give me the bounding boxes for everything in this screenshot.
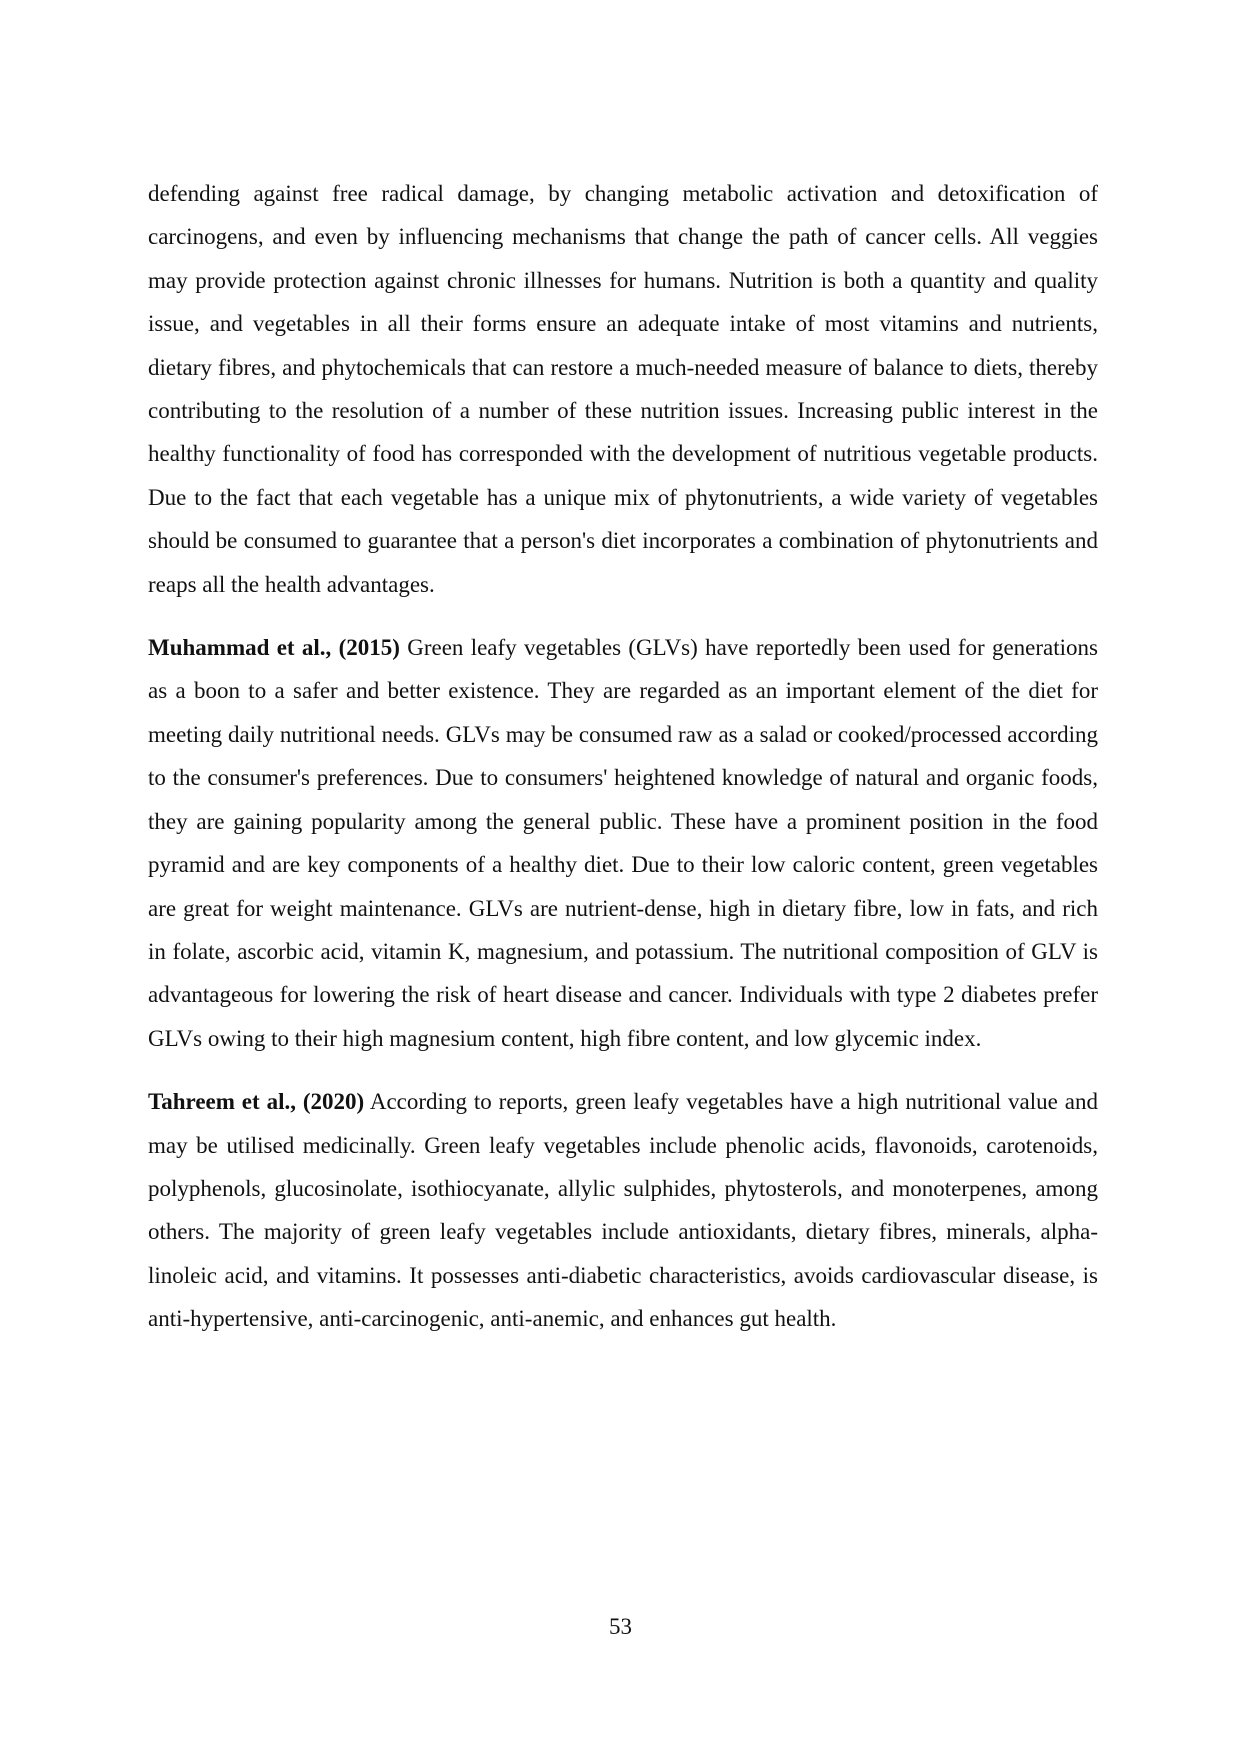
paragraph-muhammad: [148, 626, 1098, 1060]
paragraph-text: Green leafy vegetables (GLVs) have reportedly been used for generations as a boon to a safer and better existence. They are regarded as an important element of the diet for meeting daily nutritional needs. GLVs may be consumed raw as a salad or cooked/processed according to the consumer's preferences. Due to consumers' heightened knowledge of natural and organic foods, they are gaining popularity among the general public. These have a prominent position in the food pyramid and are key components of a healthy diet. Due to their low caloric content, green vegetables are great for weight maintenance. GLVs are nutrient-dense, high in dietary fibre, low in fats, and rich in folate, ascorbic acid, vitamin K, magnesium, and potassium. The nutritional composition of GLV is advantageous for lowering the risk of heart disease and cancer. Individuals with type 2 diabetes prefer GLVs owing to their high magnesium content, high fibre content, and low glycemic index.: [148, 635, 1098, 1051]
paragraph-text: defending against free radical damage, by changing metabolic activation and detoxification of carcinogens, and even by influencing mechanisms that change the path of cancer cells. All veggies may provide protection against chronic illnesses for humans. Nutrition is both a quantity and quality issue, and vegetables in all their forms ensure an adequate intake of most vitamins and nutrients, dietary fibres, and phytochemicals that can restore a much-needed measure of balance to diets, thereby contributing to the resolution of a number of these nutrition issues. Increasing public interest in the healthy functionality of food has corresponded with the development of nutritious vegetable products. Due to the fact that each vegetable has a unique mix of phytonutrients, a wide variety of vegetables should be consumed to guarantee that a person's diet incorporates a combination of phytonutrients and reaps all the health advantages.: [148, 181, 1098, 597]
citation-tahreem: Tahreem et al., (2020): [148, 1089, 365, 1115]
citation-muhammad: Muhammad et al., (2015): [148, 635, 400, 661]
paragraph-continuation: [148, 172, 1098, 606]
paragraph-tahreem: [148, 1080, 1098, 1340]
page-number: 53: [609, 1614, 632, 1639]
paragraph-text: According to reports, green leafy vegetables have a high nutritional value and may be utilised medicinally. Green leafy vegetables include phenolic acids, flavonoids, carotenoids, polyphenols, glucosinolate, isothiocyanate, allylic sulphides, phytosterols, and monoterpenes, among others. The majority of green leafy vegetables include antioxidants, dietary fibres, minerals, alpha-linoleic acid, and vitamins. It possesses anti-diabetic characteristics, avoids cardiovascular disease, is anti-hypertensive, anti-carcinogenic, anti-anemic, and enhances gut health.: [148, 1089, 1098, 1332]
body-text: [148, 172, 1098, 1341]
